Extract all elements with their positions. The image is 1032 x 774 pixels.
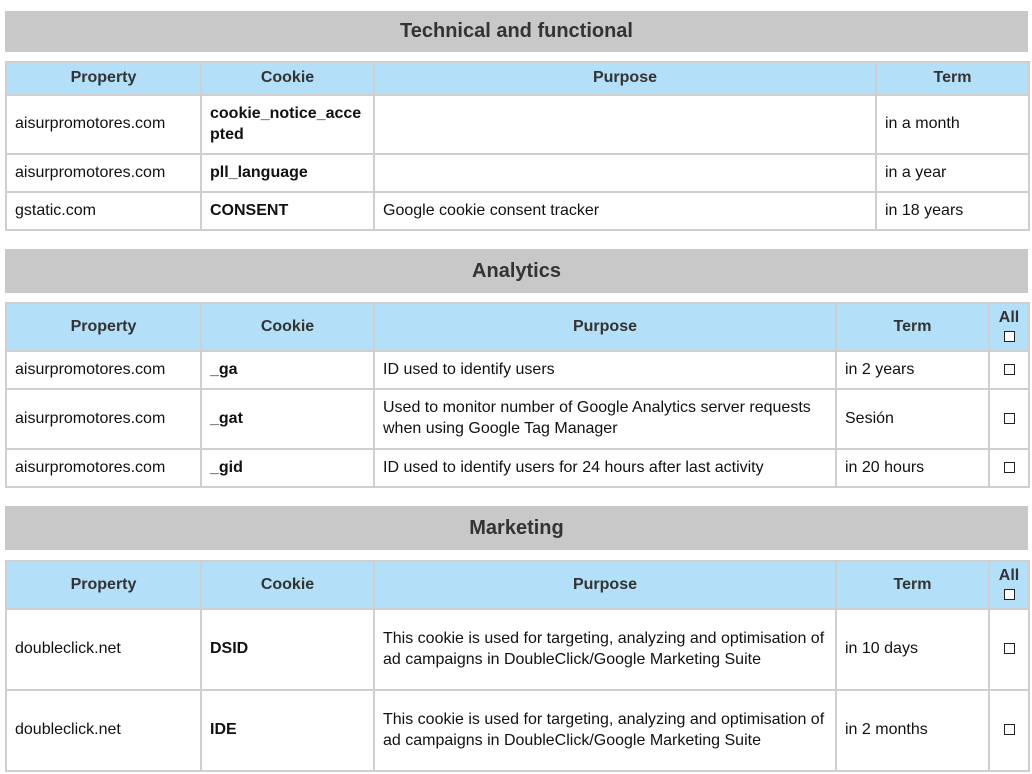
cell-checkbox xyxy=(989,609,1029,690)
cell-property: gstatic.com xyxy=(6,192,201,230)
cell-property: doubleclick.net xyxy=(6,609,201,690)
cell-term: in 2 months xyxy=(836,690,989,771)
cell-purpose: ID used to identify users for 24 hours after last activity xyxy=(374,449,836,487)
table-row xyxy=(6,154,1029,192)
cell-purpose xyxy=(374,154,876,192)
cell-cookie: CONSENT xyxy=(201,192,374,230)
cell-purpose: This cookie is used for targeting, analyzing and optimisation of ad campaigns in DoubleClick/Google Marketing Suite xyxy=(374,609,836,690)
cell-term: in a month xyxy=(876,95,1029,154)
select-all-checkbox[interactable] xyxy=(1004,331,1015,342)
analytics-cookie-table xyxy=(5,302,1030,488)
table-row xyxy=(6,690,1029,771)
cell-purpose: This cookie is used for targeting, analyzing and optimisation of ad campaigns in DoubleClick/Google Marketing Suite xyxy=(374,690,836,771)
cookie-checkbox[interactable] xyxy=(1004,413,1015,424)
table-header-row xyxy=(6,561,1029,609)
table-row xyxy=(6,449,1029,487)
section-title-text: Technical and functional xyxy=(400,20,633,42)
cell-purpose: ID used to identify users xyxy=(374,351,836,389)
header-property: Property xyxy=(6,561,201,609)
cell-term: in 2 years xyxy=(836,351,989,389)
section-title-text: Analytics xyxy=(472,259,561,282)
header-term: Term xyxy=(836,561,989,609)
header-term: Term xyxy=(876,62,1029,95)
header-purpose: Purpose xyxy=(374,561,836,609)
cell-cookie: IDE xyxy=(201,690,374,771)
header-cookie: Cookie xyxy=(201,561,374,609)
table-header-row xyxy=(6,62,1029,95)
header-cookie: Cookie xyxy=(201,62,374,95)
cell-cookie: pll_language xyxy=(201,154,374,192)
cell-term: in a year xyxy=(876,154,1029,192)
technical-cookie-table xyxy=(5,61,1030,231)
select-all-checkbox[interactable] xyxy=(1004,589,1015,600)
cell-cookie: _ga xyxy=(201,351,374,389)
cell-property: aisurpromotores.com xyxy=(6,351,201,389)
select-all-label: All xyxy=(998,308,1020,326)
cell-purpose xyxy=(374,95,876,154)
section-title-marketing xyxy=(5,506,1028,550)
cell-term: in 20 hours xyxy=(836,449,989,487)
select-all-label: All xyxy=(998,566,1020,584)
section-title-analytics xyxy=(5,249,1028,293)
cell-checkbox xyxy=(989,389,1029,449)
table-row xyxy=(6,95,1029,154)
cell-cookie: DSID xyxy=(201,609,374,690)
header-property: Property xyxy=(6,62,201,95)
section-title-text: Marketing xyxy=(469,516,564,539)
cell-checkbox xyxy=(989,449,1029,487)
table-row xyxy=(6,609,1029,690)
cell-property: doubleclick.net xyxy=(6,690,201,771)
cell-property: aisurpromotores.com xyxy=(6,449,201,487)
cell-term: in 18 years xyxy=(876,192,1029,230)
cookie-checkbox[interactable] xyxy=(1004,724,1015,735)
table-row xyxy=(6,389,1029,449)
cell-purpose: Used to monitor number of Google Analytics server requests when using Google Tag Manager xyxy=(374,389,836,449)
table-header-row xyxy=(6,303,1029,351)
cell-checkbox xyxy=(989,690,1029,771)
cell-term: in 10 days xyxy=(836,609,989,690)
cell-term: Sesión xyxy=(836,389,989,449)
cell-cookie: _gid xyxy=(201,449,374,487)
section-title-technical xyxy=(5,11,1028,52)
table-row xyxy=(6,192,1029,230)
cell-property: aisurpromotores.com xyxy=(6,154,201,192)
cookie-checkbox[interactable] xyxy=(1004,462,1015,473)
cell-property: aisurpromotores.com xyxy=(6,95,201,154)
header-term: Term xyxy=(836,303,989,351)
cell-purpose: Google cookie consent tracker xyxy=(374,192,876,230)
marketing-cookie-table xyxy=(5,560,1030,772)
header-purpose: Purpose xyxy=(374,303,836,351)
header-cookie: Cookie xyxy=(201,303,374,351)
header-property: Property xyxy=(6,303,201,351)
select-all-analytics[interactable] xyxy=(989,303,1029,351)
cell-property: aisurpromotores.com xyxy=(6,389,201,449)
header-purpose: Purpose xyxy=(374,62,876,95)
cell-cookie: _gat xyxy=(201,389,374,449)
select-all-marketing[interactable] xyxy=(989,561,1029,609)
cell-cookie: cookie_notice_accepted xyxy=(201,95,374,154)
table-row xyxy=(6,351,1029,389)
cookie-checkbox[interactable] xyxy=(1004,364,1015,375)
cell-checkbox xyxy=(989,351,1029,389)
cookie-checkbox[interactable] xyxy=(1004,643,1015,654)
